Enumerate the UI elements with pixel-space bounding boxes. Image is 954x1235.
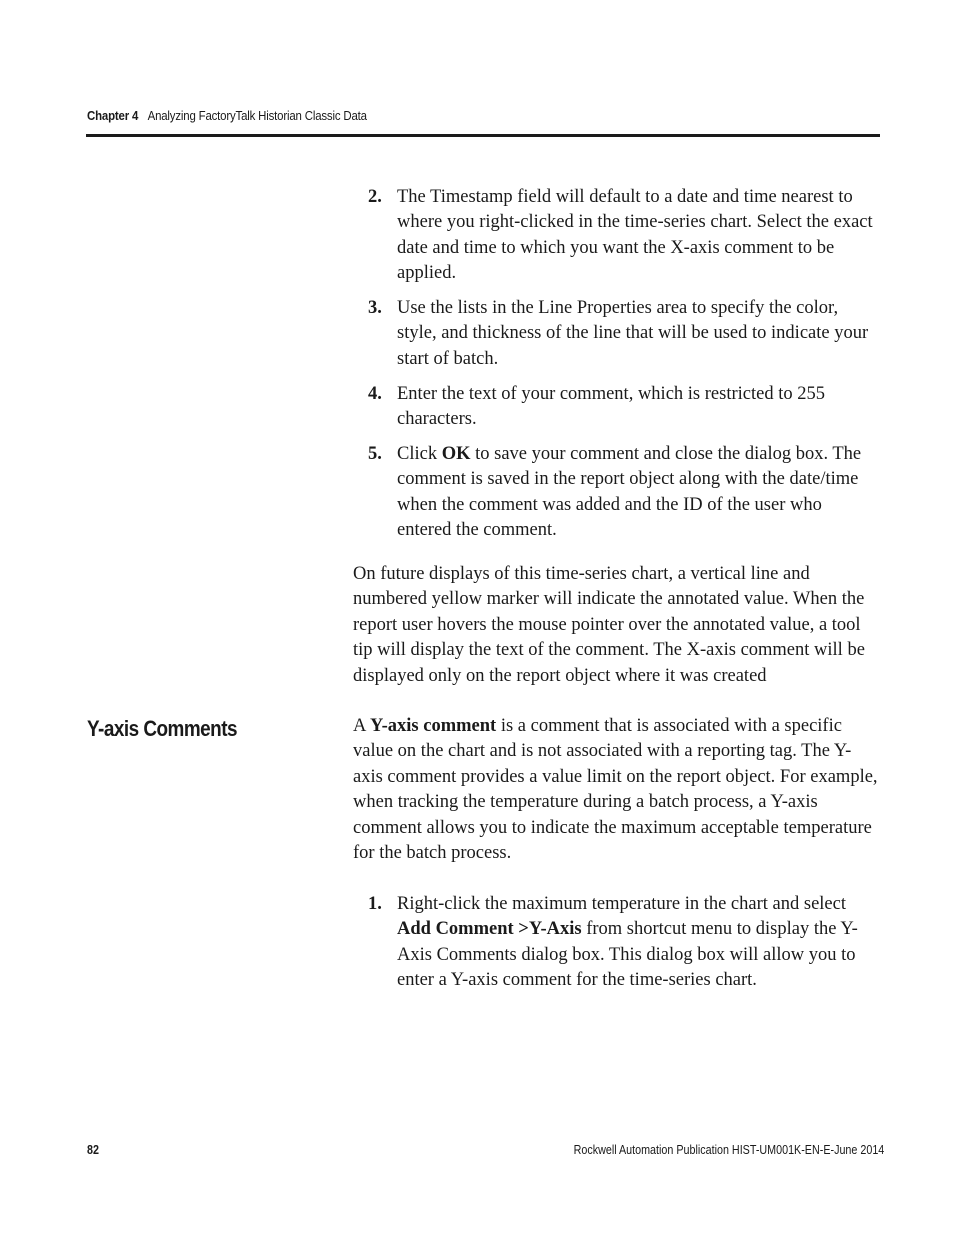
step-3 xyxy=(368,296,878,372)
paragraph-y-axis-intro xyxy=(353,714,878,866)
step-number: 3. xyxy=(368,298,382,318)
page-number: 82 xyxy=(87,1143,99,1157)
menu-path: Add Comment >Y-Axis xyxy=(397,919,582,940)
step-text xyxy=(397,892,878,994)
running-header xyxy=(87,108,367,123)
step-number: 1. xyxy=(368,894,382,914)
header-rule xyxy=(86,134,880,137)
step-4 xyxy=(368,382,878,433)
step-number: 2. xyxy=(368,187,382,207)
step-1 xyxy=(368,892,878,994)
intro-post: is a comment that is associated with a specific value on the chart and is not associated with a reporting tag. The Y-axis comment provides a value limit on the report object. For example, when tracking the temperature during a batch process, a Y-axis comment allows you to indicate the maximum acceptable temperature for the batch process. xyxy=(353,716,878,864)
step-text-post: from shortcut menu to display the Y-Axis Comments dialog box. This dialog box will allow you to enter a Y-axis comment for the time-series chart. xyxy=(397,919,858,991)
step-2 xyxy=(368,185,878,287)
paragraph-future-displays: On future displays of this time-series chart, a vertical line and numbered yellow marker will indicate the annotated value. When the report user hovers the mouse pointer over the annotated value, a tool tip will display the text of the comment. The X-axis comment will be displayed only on the report object where it was created xyxy=(353,564,865,686)
publication-info: Rockwell Automation Publication HIST-UM001K-EN-E-June 2014 xyxy=(573,1143,884,1157)
step-number: 4. xyxy=(368,384,382,404)
intro-term: Y-axis comment xyxy=(369,716,497,736)
chapter-title: Analyzing FactoryTalk Historian Classic Data xyxy=(147,108,367,123)
step-text-pre: Click xyxy=(397,444,442,464)
step-5 xyxy=(368,442,878,544)
section-heading: Y-axis Comments xyxy=(87,716,237,741)
step-text-pre: Right-click the maximum temperature in the chart and select xyxy=(397,894,846,914)
step-text: Use the lists in the Line Properties area to specify the color, style, and thickness of the line that will be used to indicate your start of batch. xyxy=(397,298,869,369)
ok-label: OK xyxy=(441,444,471,464)
step-text xyxy=(397,442,878,544)
step-number: 5. xyxy=(368,444,382,464)
step-text: The Timestamp field will default to a date and time nearest to where you right-clicked in the time-series chart. Select the exact date and time to which you want the X-axis comment to be applied. xyxy=(397,187,873,284)
intro-pre: A xyxy=(353,716,370,736)
step-text-post: to save your comment and close the dialog box. The comment is saved in the report object along with the date/time when the comment was added and the ID of the user who entered the comment. xyxy=(397,444,862,541)
chapter-label: Chapter 4 xyxy=(87,108,139,123)
step-text: Enter the text of your comment, which is restricted to 255 characters. xyxy=(397,384,825,430)
